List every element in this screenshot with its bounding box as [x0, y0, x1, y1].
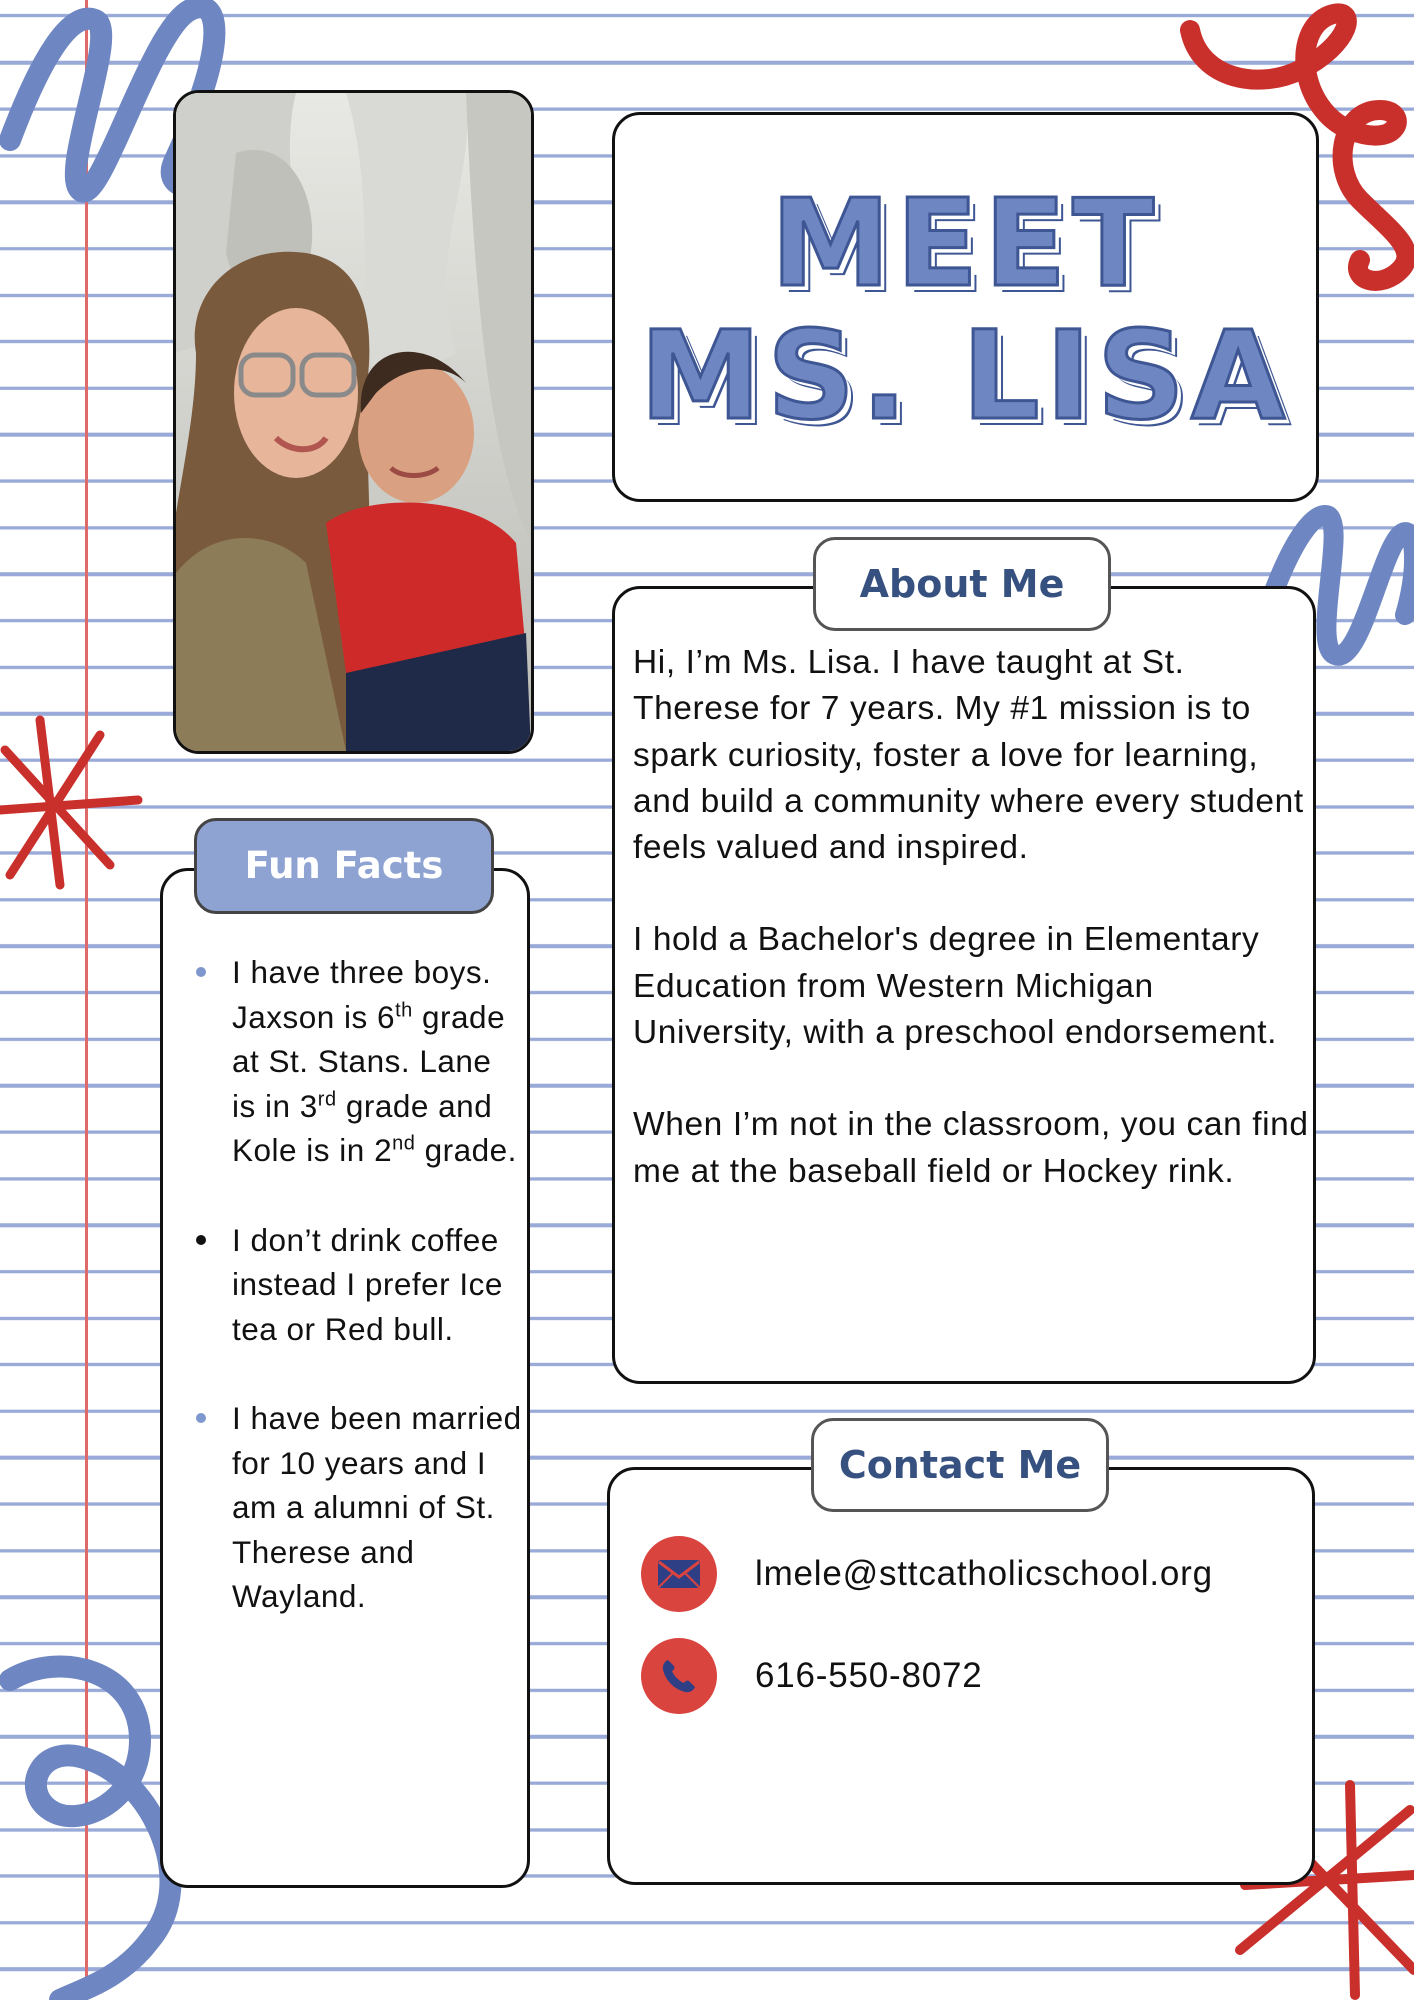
red-asterisk-left — [0, 715, 150, 895]
teacher-photo — [173, 90, 534, 754]
contact-phone-link[interactable]: 616-550-8072 — [755, 1656, 983, 1695]
title-panel — [612, 112, 1319, 502]
fun-fact-text: I don’t drink coffee instead I prefer Ice tea or Red bull. — [232, 1221, 503, 1347]
about-heading: About Me — [813, 537, 1111, 631]
bullet-icon — [196, 1235, 206, 1245]
bullet-icon — [196, 967, 206, 977]
fun-facts-heading: Fun Facts — [194, 818, 494, 914]
title-line-2: MS. LISA — [639, 305, 1292, 447]
photo-illustration — [176, 93, 531, 751]
contact-heading: Contact Me — [811, 1418, 1109, 1512]
contact-email-link[interactable]: lmele@sttcatholicschool.org — [755, 1554, 1213, 1593]
fun-fact-text: I have been married for 10 years and I am a alumni of St. Therese and Wayland. — [232, 1400, 522, 1614]
fun-fact-item — [192, 1218, 522, 1352]
fun-fact-item — [192, 1396, 522, 1619]
fun-fact-item — [192, 950, 522, 1173]
about-text — [633, 640, 1313, 1241]
about-paragraph: I hold a Bachelor's degree in Elementary Education from Western Michigan University, with a preschool endorsement. — [633, 921, 1278, 1052]
title-line-1: MEET — [770, 175, 1161, 314]
phone-icon — [641, 1638, 717, 1714]
fun-facts-list — [192, 950, 522, 1664]
about-paragraph: When I’m not in the classroom, you can find me at the baseball field or Hockey rink. — [633, 1106, 1309, 1190]
envelope-icon — [641, 1536, 717, 1612]
fun-fact-text: I have three boys. Jaxson is 6th grade at St. Stans. Lane is in 3rd grade and Kole is in 2nd grade. — [232, 954, 517, 1168]
bullet-icon — [196, 1413, 206, 1423]
about-paragraph: Hi, I’m Ms. Lisa. I have taught at St. Therese for 7 years. My #1 mission is to spark curiosity, foster a love for learning, and build a community where every student feels valued and inspired. — [633, 644, 1304, 867]
contact-email-row — [641, 1536, 1213, 1612]
contact-phone-row — [641, 1638, 983, 1714]
